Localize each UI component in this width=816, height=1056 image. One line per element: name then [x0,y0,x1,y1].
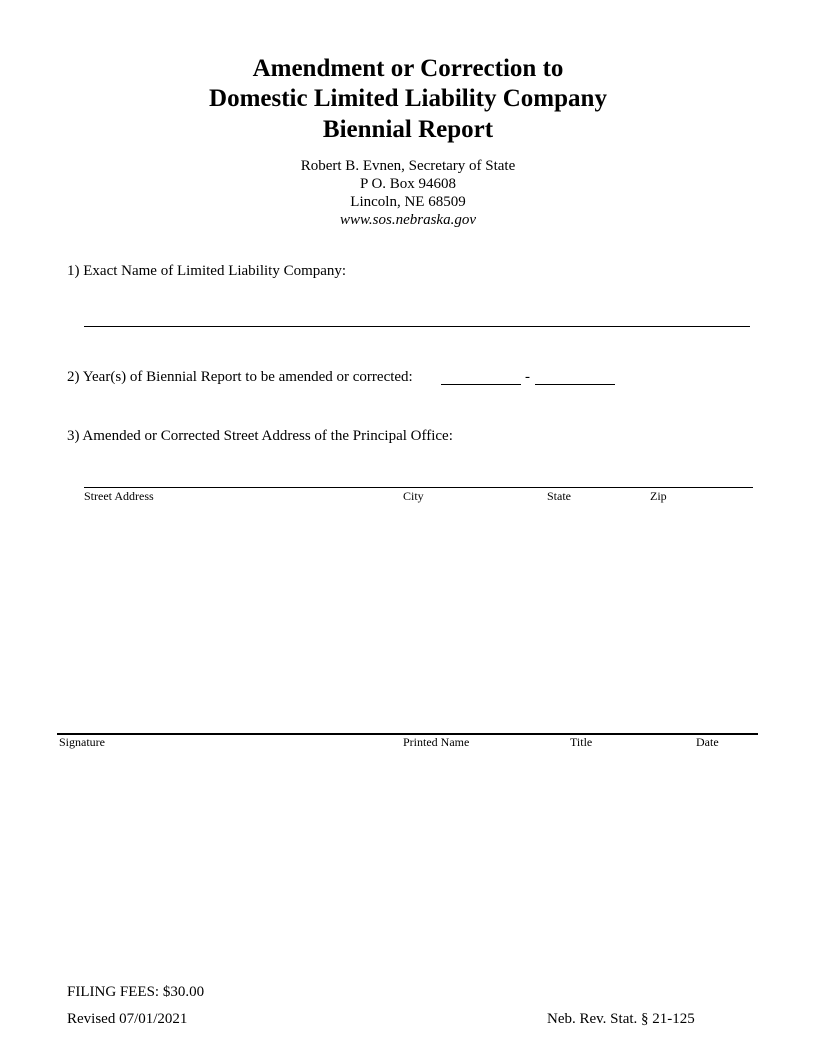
form-title-line-3: Biennial Report [322,116,494,143]
revised-date: Revised 07/01/2021 [67,1011,188,1027]
year-to-field[interactable] [535,384,615,385]
date-label: Date [696,735,719,749]
filing-fees: FILING FEES: $30.00 [67,984,205,1000]
printed-name-label: Printed Name [403,735,470,749]
title-label: Title [570,735,593,749]
company-name-field[interactable] [84,326,750,327]
question-2-label: 2) Year(s) of Biennial Report to be amended or corrected: [67,369,413,385]
zip-label: Zip [650,489,667,503]
signature-label: Signature [59,735,105,749]
question-1-label: 1) Exact Name of Limited Liability Company: [67,263,347,279]
city-label: City [403,489,424,503]
website-link[interactable]: www.sos.nebraska.gov [340,212,476,228]
state-label: State [547,489,571,503]
year-separator: - [525,369,530,385]
year-from-field[interactable] [441,384,521,385]
street-address-label: Street Address [84,489,154,503]
office-city: Lincoln, NE 68509 [350,194,466,210]
address-field[interactable] [84,487,753,488]
question-3-label: 3) Amended or Corrected Street Address of the Principal Office: [67,428,453,444]
form-title-line-1: Amendment or Correction to [252,55,564,82]
form-title-line-2: Domestic Limited Liability Company [209,85,607,112]
office-po-box: P O. Box 94608 [359,176,457,192]
statute-reference: Neb. Rev. Stat. § 21-125 [547,1011,695,1027]
office-name: Robert B. Evnen, Secretary of State [300,158,516,174]
